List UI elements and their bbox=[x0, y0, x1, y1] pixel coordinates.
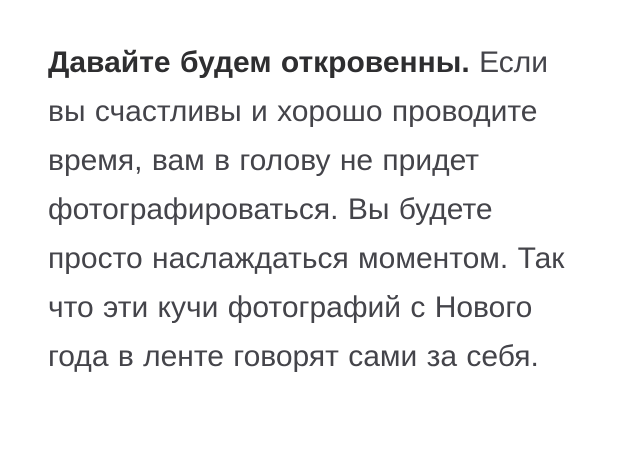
quote-lead-sentence: Давайте будем откровенны. bbox=[48, 46, 470, 79]
quote-text-block bbox=[48, 38, 573, 381]
quote-body-text: Если вы счастливы и хорошо проводите время, вам в голову не придет фотографироваться. Вы будете просто наслаждаться моментом. Так что эти кучи фотографий с Нового года в ленте говорят сами за себя. bbox=[48, 46, 565, 373]
